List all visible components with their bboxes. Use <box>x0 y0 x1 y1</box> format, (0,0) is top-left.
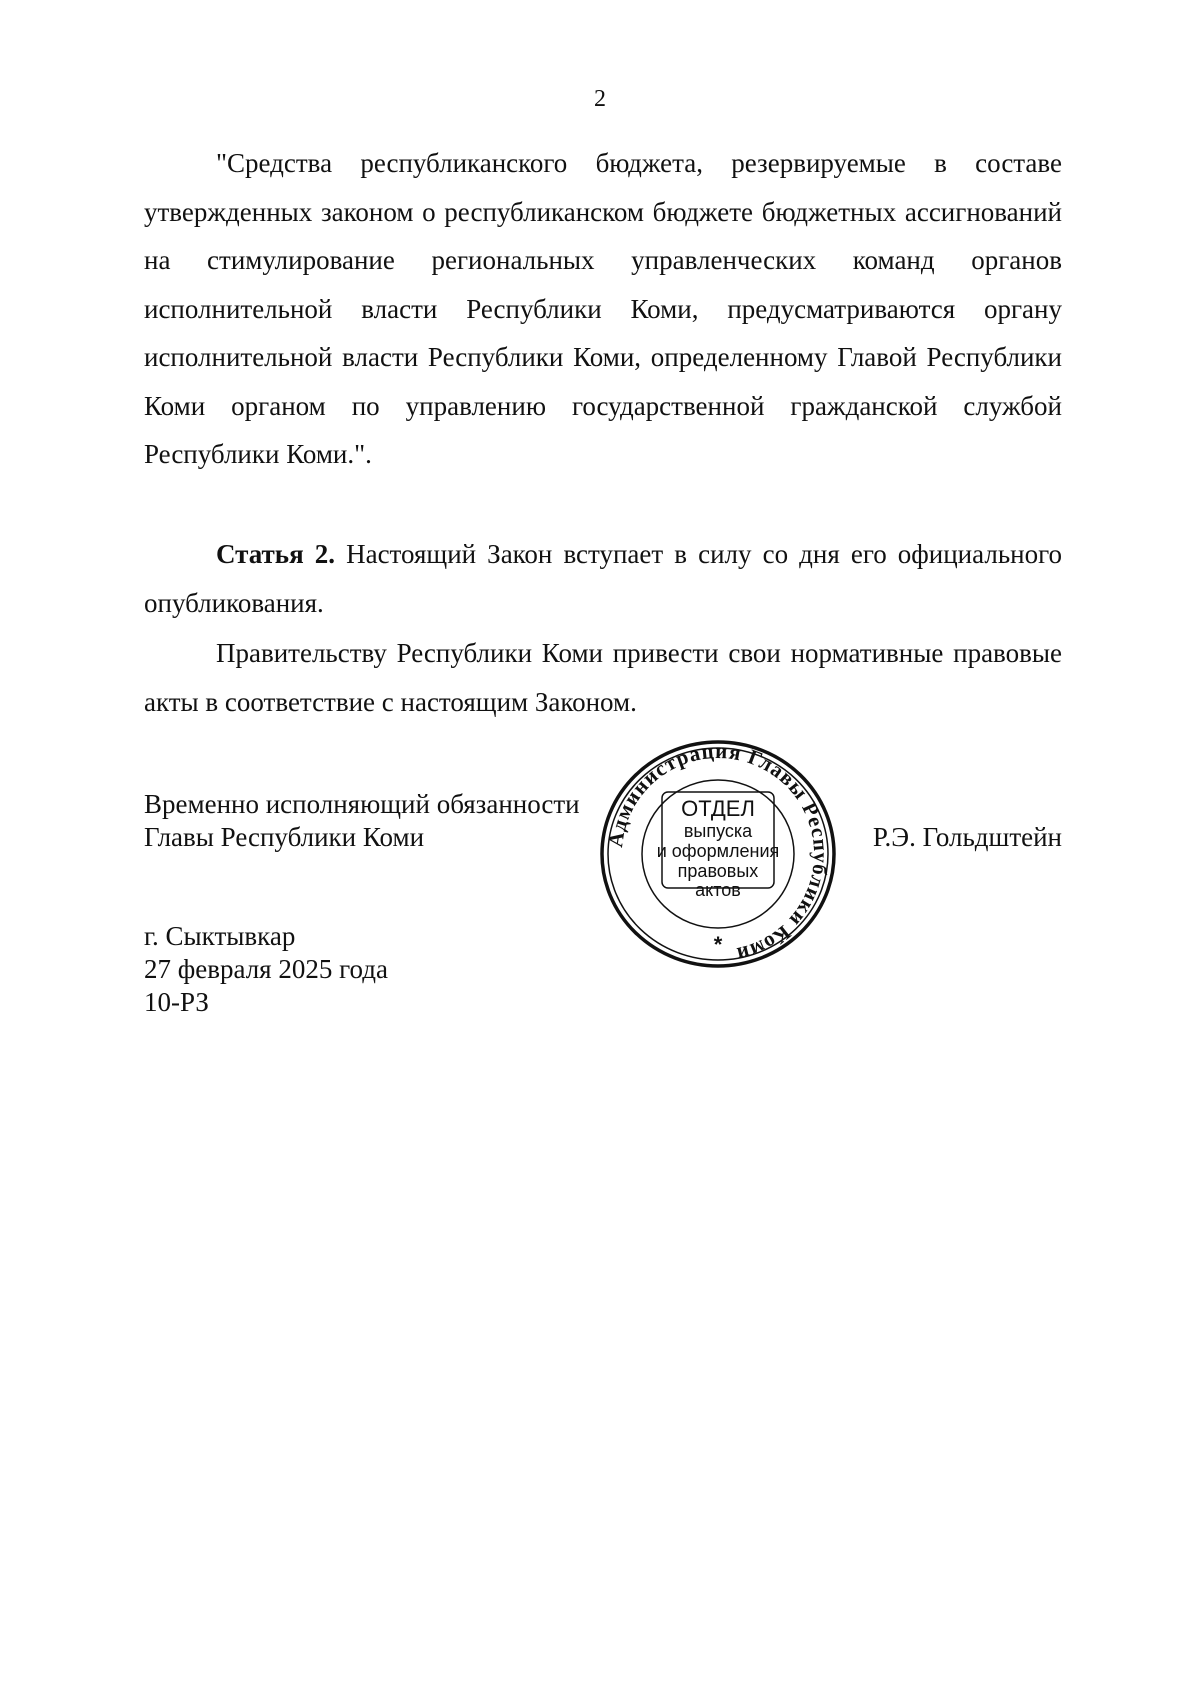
document-city: г. Сыктывкар <box>144 921 296 951</box>
quoted-paragraph: "Средства республиканского бюджета, резервируемые в составе утвержденных законом о республиканском бюджете бюджетных ассигнований на стимулирование региональных управленческих команд органов исполнительной власти Республики Коми, предусматриваются органу исполнительной власти Республики Коми, определенному Главой Республики Коми органом по управлению государственной гражданской службой Республики Коми.". <box>144 148 1062 469</box>
document-number: 10-РЗ <box>144 987 209 1017</box>
stamp-center-line-5: актов <box>695 880 741 900</box>
stamp-star-icon: * <box>713 932 723 957</box>
stamp-seal-icon <box>598 736 838 972</box>
page-number: 2 <box>594 86 606 112</box>
stamp-center-line-2: выпуска <box>683 821 753 841</box>
article-2-text: Настоящий Закон вступает в силу со дня его официального опубликования. <box>144 539 1062 618</box>
signer-title-line-1: Временно исполняющий обязанности <box>144 789 580 819</box>
article-2-paragraph <box>144 530 1062 627</box>
stamp-ring-textpath: Администрация Главы Республики Коми <box>603 738 834 968</box>
signer-name: Р.Э. Гольдштейн <box>872 822 1062 852</box>
stamp-center-line-4: правовых <box>677 861 759 881</box>
stamp-center-line-3: и оформления <box>656 841 780 861</box>
document-meta <box>144 920 388 1019</box>
government-instruction-paragraph: Правительству Республики Коми привести свои нормативные правовые акты в соответствие с настоящим Законом. <box>144 638 1062 717</box>
article-2-label: Статья 2. <box>216 539 336 569</box>
document-date: 27 февраля 2025 года <box>144 954 388 984</box>
signer-title-line-2: Главы Республики Коми <box>144 822 425 852</box>
official-stamp <box>598 736 838 972</box>
signer-title <box>144 788 580 854</box>
stamp-center-line-1: ОТДЕЛ <box>681 796 755 821</box>
